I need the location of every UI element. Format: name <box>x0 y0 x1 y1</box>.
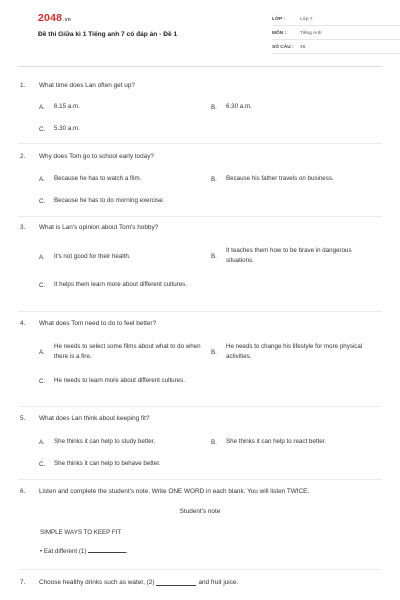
site-logo[interactable] <box>38 12 71 24</box>
question-4-option-b[interactable] <box>211 342 376 362</box>
question-text-before: Choose healthy drinks such as water, (2) <box>39 579 155 586</box>
option-letter: B. <box>211 438 217 446</box>
document-meta <box>272 14 400 56</box>
meta-key: LỚP : <box>272 17 286 22</box>
option-text: He needs to change his lifestyle for more physical activities. <box>226 343 363 360</box>
option-text: He needs to select some films about what to do when there is a fire. <box>54 343 201 360</box>
question-separator <box>18 311 382 312</box>
question-3-option-b[interactable] <box>211 246 371 266</box>
option-text: He needs to learn more about different cultures. <box>54 377 185 384</box>
question-5-option-c[interactable] <box>39 459 161 469</box>
logo-number: 2048 <box>38 12 63 24</box>
option-letter: A. <box>39 175 45 183</box>
question-5-option-a[interactable] <box>39 437 155 447</box>
option-letter: B. <box>211 252 217 260</box>
question-separator <box>18 479 382 480</box>
option-text: It's not good for their health. <box>54 253 131 260</box>
option-text: She thinks it can help to react better. <box>226 438 327 445</box>
meta-row-subject <box>272 28 400 40</box>
option-text: She thinks it can help to study better. <box>54 438 156 445</box>
option-text: 5.30 a.m. <box>54 125 80 132</box>
option-text: It helps them learn more about different cultures. <box>54 281 187 288</box>
meta-value: Lớp 7 <box>300 17 313 22</box>
meta-row-question-count <box>272 42 400 54</box>
question-2-option-b[interactable] <box>211 174 334 184</box>
option-text: She thinks it can help to behave better. <box>54 460 161 467</box>
option-letter: C. <box>39 377 46 385</box>
document-title: Đề thi Giữa kì 1 Tiếng anh 7 có đáp án - Đề 1 <box>38 31 178 38</box>
question-number: 2. <box>20 153 26 160</box>
question-number: 1. <box>20 82 26 89</box>
option-text: Because his father travels on business. <box>226 175 334 182</box>
question-2-option-a[interactable] <box>39 174 141 184</box>
option-letter: B. <box>211 103 217 111</box>
question-separator <box>18 406 382 407</box>
question-separator <box>18 143 382 144</box>
student-note-heading: SIMPLE WAYS TO KEEP FIT <box>40 529 122 536</box>
question-text: What does Lan think about keeping fit? <box>39 415 150 422</box>
meta-key: MÔN : <box>272 31 287 36</box>
question-text: Why does Tom go to school early today? <box>39 153 154 160</box>
question-text: Listen and complete the student's note. Write ONE WORD in each blank. You will listen TWICE. <box>39 488 310 495</box>
question-text: What is Lan's opinion about Tom's hobby? <box>39 224 159 231</box>
question-number: 4. <box>20 320 26 327</box>
option-text: Because he has to watch a film. <box>54 175 142 182</box>
logo-extension: .vn <box>63 17 71 23</box>
meta-value: Tiếng Anh <box>300 31 322 36</box>
student-note-title: Student's note <box>179 508 221 515</box>
option-letter: A. <box>39 438 45 446</box>
question-7 <box>20 579 380 586</box>
blank-2-input[interactable] <box>156 579 196 586</box>
question-4-option-a[interactable] <box>39 342 209 362</box>
option-letter: A. <box>39 103 45 111</box>
question-5 <box>20 415 380 422</box>
blank-1-input[interactable] <box>88 552 126 553</box>
question-3 <box>20 224 380 231</box>
question-4-option-c[interactable] <box>39 376 209 386</box>
question-1-option-b[interactable] <box>211 102 252 112</box>
question-2 <box>20 153 380 160</box>
question-number: 3. <box>20 224 26 231</box>
question-2-option-c[interactable] <box>39 196 164 206</box>
question-1 <box>20 82 380 89</box>
document-header <box>18 0 382 62</box>
question-1-option-a[interactable] <box>39 102 80 112</box>
question-6 <box>20 488 380 495</box>
option-letter: A. <box>39 253 45 261</box>
question-number: 5. <box>20 415 26 422</box>
question-number: 6. <box>20 488 26 495</box>
meta-key: SỐ CÂU : <box>272 45 294 50</box>
meta-row-class <box>272 14 400 26</box>
question-3-option-a[interactable] <box>39 252 131 262</box>
question-separator <box>18 569 382 570</box>
question-3-option-c[interactable] <box>39 280 204 290</box>
question-text: What time does Lan often get up? <box>39 82 135 89</box>
option-text: 6.30 a.m. <box>226 103 252 110</box>
question-1-option-c[interactable] <box>39 124 80 134</box>
note-line-end: . <box>126 548 128 555</box>
option-letter: C. <box>39 460 46 468</box>
option-letter: B. <box>211 175 217 183</box>
question-text-after: and fruit juice. <box>198 579 239 586</box>
option-text: Because he has to do morning exercise. <box>54 197 165 204</box>
meta-value: 46 <box>300 45 306 50</box>
note-line-text: • Eat different (1) <box>40 548 87 555</box>
option-text: 6.15 a.m. <box>54 103 80 110</box>
question-number: 7. <box>20 579 26 586</box>
header-divider <box>18 66 382 67</box>
option-letter: C. <box>39 125 46 133</box>
option-letter: B. <box>211 348 217 356</box>
question-5-option-b[interactable] <box>211 437 326 447</box>
option-text: It teaches them how to be brave in dangerous situations. <box>226 247 352 264</box>
student-note-line-1 <box>40 548 128 555</box>
option-letter: C. <box>39 197 46 205</box>
option-letter: A. <box>39 348 45 356</box>
question-text: What does Tom need to do to feel better? <box>39 320 157 327</box>
question-separator <box>18 216 382 217</box>
option-letter: C. <box>39 281 46 289</box>
question-4 <box>20 320 380 327</box>
